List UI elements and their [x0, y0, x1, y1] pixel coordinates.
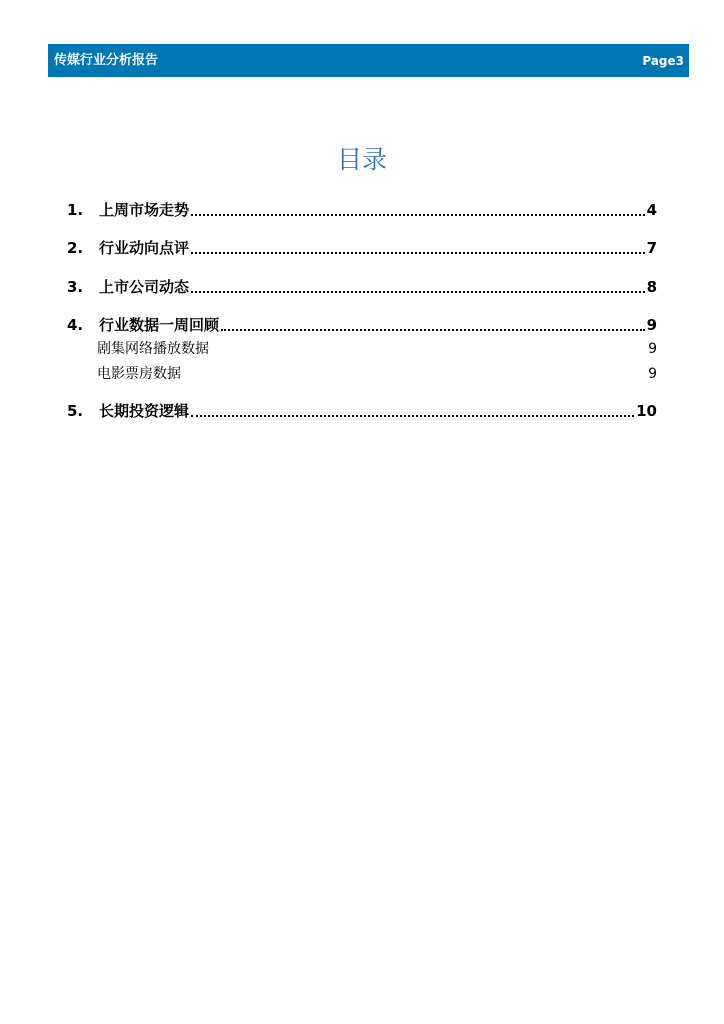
- toc-entry-market-trend[interactable]: [67, 200, 657, 220]
- toc-entry-page: 10: [636, 402, 657, 420]
- toc-entry-number: 3.: [67, 278, 84, 296]
- toc-entry-page: 4: [646, 201, 657, 219]
- toc-entry-label: 行业动向点评: [99, 239, 190, 257]
- toc-entry-label: 行业数据一周回顾: [99, 316, 220, 334]
- dot-leader: [191, 291, 645, 293]
- toc-subentry-drama-streaming[interactable]: [97, 340, 657, 359]
- toc-subentry-page: 9: [648, 341, 657, 357]
- toc-entry-label: 上市公司动态: [99, 278, 190, 296]
- toc-entry-page: 7: [646, 239, 657, 257]
- page-number-label: Page3: [642, 54, 684, 68]
- toc-entry-number: 4.: [67, 316, 84, 334]
- dot-leader: [191, 252, 645, 254]
- toc-entry-number: 1.: [67, 201, 84, 219]
- toc-heading: 目录: [336, 145, 387, 174]
- report-title: 传媒行业分析报告: [54, 53, 159, 68]
- toc-subentry-label: 剧集网络播放数据: [97, 341, 209, 357]
- toc-entry-number: 2.: [67, 239, 84, 257]
- toc-entry-industry-news[interactable]: [67, 238, 657, 258]
- toc-entry-label: 上周市场走势: [99, 201, 190, 219]
- toc-entry-investment-logic[interactable]: [67, 401, 657, 421]
- toc-subentry-label: 电影票房数据: [97, 366, 181, 382]
- header-bar: [48, 44, 689, 77]
- toc-entry-number: 5.: [67, 402, 84, 420]
- dot-leader: [191, 214, 645, 216]
- toc-subentry-box-office[interactable]: [97, 365, 657, 384]
- toc-entry-page: 9: [646, 316, 657, 334]
- toc-entry-label: 长期投资逻辑: [99, 402, 190, 420]
- toc-subentry-page: 9: [648, 366, 657, 382]
- toc-entry-weekly-data[interactable]: [67, 315, 657, 335]
- toc-entry-page: 8: [646, 278, 657, 296]
- dot-leader: [221, 329, 645, 331]
- dot-leader: [191, 415, 634, 417]
- toc-entry-company-updates[interactable]: [67, 277, 657, 297]
